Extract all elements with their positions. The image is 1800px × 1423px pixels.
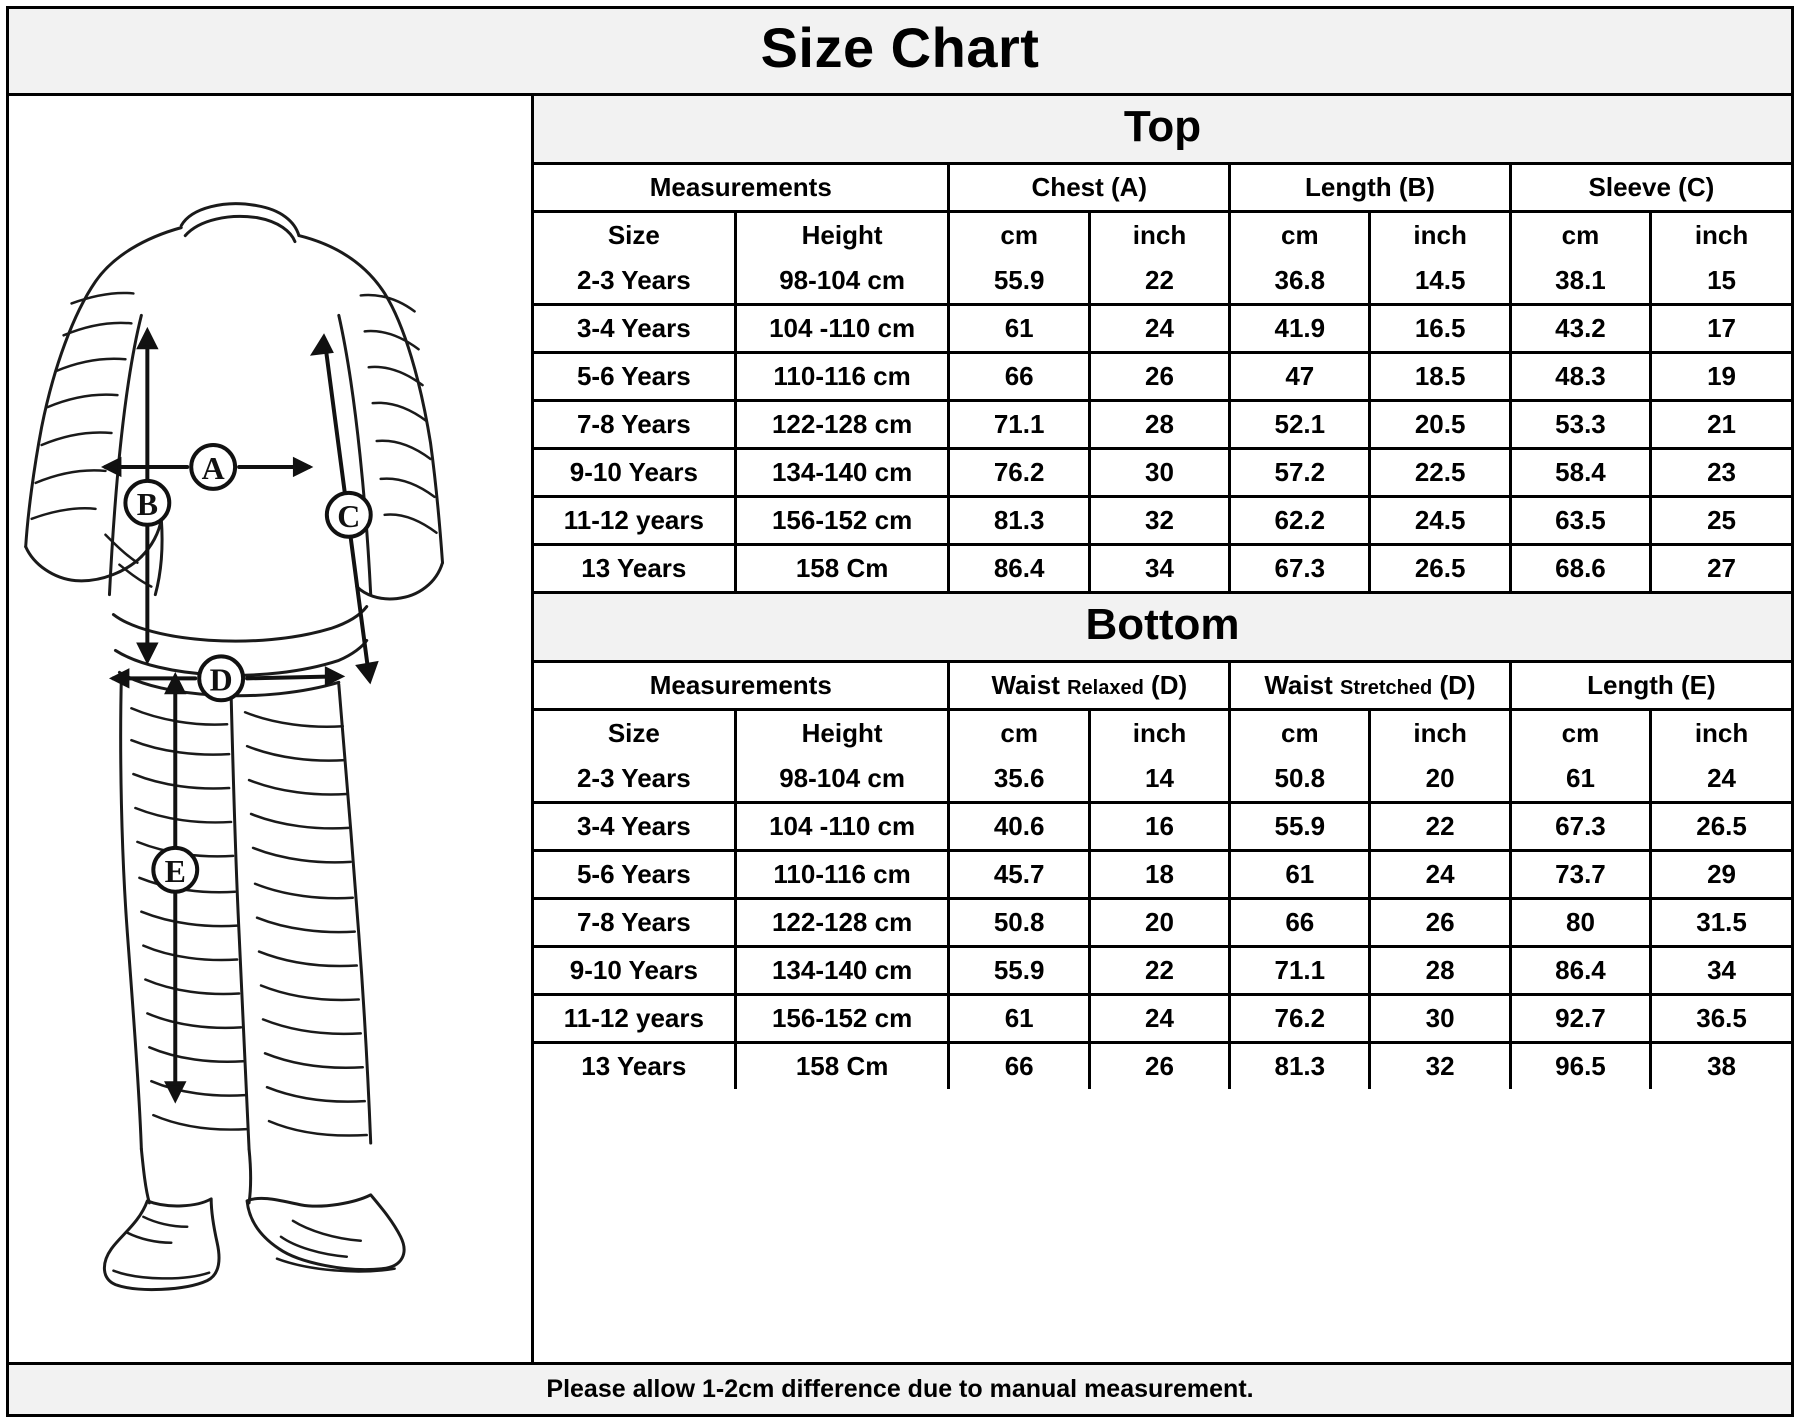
cell-sleeve-cm: 48.3 bbox=[1510, 352, 1650, 400]
cell-length-inch: 26.5 bbox=[1651, 802, 1791, 850]
cell-waist-stretched-inch: 32 bbox=[1370, 1042, 1510, 1089]
cell-waist-stretched-cm: 55.9 bbox=[1230, 802, 1370, 850]
waist-relaxed-qualifier: Relaxed bbox=[1067, 676, 1144, 699]
cell-size: 3-4 Years bbox=[534, 304, 735, 352]
cell-waist-relaxed-inch: 16 bbox=[1089, 802, 1229, 850]
cell-length-inch: 14.5 bbox=[1370, 258, 1510, 305]
bottom-subheader-waist-relaxed-cm: cm bbox=[949, 709, 1089, 756]
table-row bbox=[534, 1042, 1791, 1089]
top-header-chest: Chest (A) bbox=[949, 165, 1230, 212]
cell-sleeve-inch: 19 bbox=[1651, 352, 1791, 400]
cell-chest-cm: 86.4 bbox=[949, 544, 1089, 591]
table-row bbox=[534, 304, 1791, 352]
cell-chest-inch: 28 bbox=[1089, 400, 1229, 448]
cell-height: 98-104 cm bbox=[735, 258, 949, 305]
cell-waist-relaxed-inch: 24 bbox=[1089, 994, 1229, 1042]
cell-waist-relaxed-inch: 22 bbox=[1089, 946, 1229, 994]
footer-note-bar bbox=[9, 1362, 1791, 1414]
cell-waist-relaxed-cm: 61 bbox=[949, 994, 1089, 1042]
bottom-subheader-height: Height bbox=[735, 709, 949, 756]
bottom-header-waist-relaxed bbox=[949, 663, 1230, 710]
cell-waist-relaxed-cm: 66 bbox=[949, 1042, 1089, 1089]
page-title-bar bbox=[9, 9, 1791, 96]
table-row bbox=[534, 258, 1791, 305]
bottom-header-waist-stretched bbox=[1230, 663, 1511, 710]
cell-length-inch: 29 bbox=[1651, 850, 1791, 898]
cell-waist-relaxed-cm: 35.6 bbox=[949, 756, 1089, 803]
section-heading-top: Top bbox=[534, 96, 1791, 165]
bottom-sub-header-row bbox=[534, 709, 1791, 756]
cell-waist-relaxed-cm: 50.8 bbox=[949, 898, 1089, 946]
table-row bbox=[534, 448, 1791, 496]
cell-length-inch: 31.5 bbox=[1651, 898, 1791, 946]
cell-waist-stretched-inch: 26 bbox=[1370, 898, 1510, 946]
cell-sleeve-cm: 63.5 bbox=[1510, 496, 1650, 544]
table-row bbox=[534, 756, 1791, 803]
bottom-subheader-length-cm: cm bbox=[1510, 709, 1650, 756]
top-subheader-chest-cm: cm bbox=[949, 211, 1089, 258]
garment-illustration bbox=[9, 96, 534, 1362]
cell-length-inch: 38 bbox=[1651, 1042, 1791, 1089]
cell-sleeve-inch: 15 bbox=[1651, 258, 1791, 305]
top-group-header-row bbox=[534, 165, 1791, 212]
cell-size: 13 Years bbox=[534, 1042, 735, 1089]
top-subheader-sleeve-inch: inch bbox=[1651, 211, 1791, 258]
cell-height: 104 -110 cm bbox=[735, 802, 949, 850]
waist-relaxed-main: Waist bbox=[991, 669, 1060, 700]
cell-waist-stretched-cm: 71.1 bbox=[1230, 946, 1370, 994]
cell-sleeve-cm: 38.1 bbox=[1510, 258, 1650, 305]
cell-size: 11-12 years bbox=[534, 994, 735, 1042]
cell-waist-stretched-cm: 50.8 bbox=[1230, 756, 1370, 803]
table-row bbox=[534, 802, 1791, 850]
cell-height: 156-152 cm bbox=[735, 994, 949, 1042]
cell-waist-stretched-cm: 76.2 bbox=[1230, 994, 1370, 1042]
cell-waist-relaxed-cm: 40.6 bbox=[949, 802, 1089, 850]
cell-chest-cm: 71.1 bbox=[949, 400, 1089, 448]
cell-waist-relaxed-inch: 18 bbox=[1089, 850, 1229, 898]
bottom-subheader-waist-stretched-inch: inch bbox=[1370, 709, 1510, 756]
waist-stretched-qualifier: Stretched bbox=[1339, 676, 1433, 699]
cell-length-inch: 24.5 bbox=[1370, 496, 1510, 544]
waist-stretched-tag: (D) bbox=[1439, 669, 1476, 700]
label-e-text: E bbox=[164, 853, 186, 889]
top-subheader-length-inch: inch bbox=[1370, 211, 1510, 258]
bottom-subheader-waist-relaxed-inch: inch bbox=[1089, 709, 1229, 756]
cell-length-inch: 20.5 bbox=[1370, 400, 1510, 448]
cell-chest-inch: 34 bbox=[1089, 544, 1229, 591]
cell-chest-cm: 61 bbox=[949, 304, 1089, 352]
bottom-subheader-waist-stretched-cm: cm bbox=[1230, 709, 1370, 756]
top-subheader-sleeve-cm: cm bbox=[1510, 211, 1650, 258]
cell-length-inch: 24 bbox=[1651, 756, 1791, 803]
cell-length-cm: 36.8 bbox=[1230, 258, 1370, 305]
cell-length-cm: 67.3 bbox=[1230, 544, 1370, 591]
cell-sleeve-inch: 25 bbox=[1651, 496, 1791, 544]
cell-waist-stretched-cm: 66 bbox=[1230, 898, 1370, 946]
cell-sleeve-cm: 58.4 bbox=[1510, 448, 1650, 496]
cell-waist-stretched-cm: 61 bbox=[1230, 850, 1370, 898]
table-row bbox=[534, 946, 1791, 994]
cell-height: 98-104 cm bbox=[735, 756, 949, 803]
top-subheader-chest-inch: inch bbox=[1089, 211, 1229, 258]
cell-waist-stretched-inch: 30 bbox=[1370, 994, 1510, 1042]
cell-size: 9-10 Years bbox=[534, 448, 735, 496]
measurement-tables bbox=[534, 96, 1791, 1362]
cell-sleeve-cm: 68.6 bbox=[1510, 544, 1650, 591]
figure-drawing-icon bbox=[9, 96, 531, 1362]
cell-size: 7-8 Years bbox=[534, 400, 735, 448]
cell-waist-relaxed-inch: 14 bbox=[1089, 756, 1229, 803]
cell-size: 7-8 Years bbox=[534, 898, 735, 946]
label-b-text: B bbox=[136, 486, 158, 522]
bottom-size-table bbox=[534, 663, 1791, 1089]
cell-size: 5-6 Years bbox=[534, 352, 735, 400]
cell-length-inch: 34 bbox=[1651, 946, 1791, 994]
cell-length-inch: 36.5 bbox=[1651, 994, 1791, 1042]
cell-sleeve-inch: 21 bbox=[1651, 400, 1791, 448]
cell-chest-inch: 30 bbox=[1089, 448, 1229, 496]
top-header-measurements: Measurements bbox=[534, 165, 949, 212]
bottom-subheader-length-inch: inch bbox=[1651, 709, 1791, 756]
page-title: Size Chart bbox=[760, 16, 1040, 79]
cell-length-cm: 52.1 bbox=[1230, 400, 1370, 448]
cell-sleeve-inch: 17 bbox=[1651, 304, 1791, 352]
top-table-body bbox=[534, 258, 1791, 591]
cell-sleeve-cm: 43.2 bbox=[1510, 304, 1650, 352]
cell-length-cm: 86.4 bbox=[1510, 946, 1650, 994]
cell-chest-inch: 26 bbox=[1089, 352, 1229, 400]
cell-waist-relaxed-inch: 26 bbox=[1089, 1042, 1229, 1089]
waist-stretched-main: Waist bbox=[1264, 669, 1333, 700]
cell-chest-cm: 55.9 bbox=[949, 258, 1089, 305]
label-a-text: A bbox=[201, 450, 225, 486]
cell-length-inch: 16.5 bbox=[1370, 304, 1510, 352]
cell-length-cm: 41.9 bbox=[1230, 304, 1370, 352]
cell-size: 11-12 years bbox=[534, 496, 735, 544]
table-row bbox=[534, 898, 1791, 946]
top-subheader-length-cm: cm bbox=[1230, 211, 1370, 258]
cell-height: 110-116 cm bbox=[735, 850, 949, 898]
top-subheader-size: Size bbox=[534, 211, 735, 258]
label-c-text: C bbox=[337, 498, 361, 534]
cell-length-cm: 92.7 bbox=[1510, 994, 1650, 1042]
cell-waist-stretched-inch: 20 bbox=[1370, 756, 1510, 803]
cell-length-cm: 57.2 bbox=[1230, 448, 1370, 496]
cell-length-cm: 96.5 bbox=[1510, 1042, 1650, 1089]
bottom-table-body bbox=[534, 756, 1791, 1089]
cell-waist-stretched-cm: 81.3 bbox=[1230, 1042, 1370, 1089]
cell-waist-relaxed-cm: 45.7 bbox=[949, 850, 1089, 898]
bottom-group-header-row bbox=[534, 663, 1791, 710]
cell-chest-cm: 81.3 bbox=[949, 496, 1089, 544]
chart-frame bbox=[6, 6, 1794, 1417]
cell-sleeve-inch: 23 bbox=[1651, 448, 1791, 496]
cell-length-cm: 62.2 bbox=[1230, 496, 1370, 544]
cell-chest-cm: 76.2 bbox=[949, 448, 1089, 496]
cell-size: 9-10 Years bbox=[534, 946, 735, 994]
cell-length-inch: 18.5 bbox=[1370, 352, 1510, 400]
cell-length-cm: 67.3 bbox=[1510, 802, 1650, 850]
bottom-subheader-size: Size bbox=[534, 709, 735, 756]
top-header-sleeve: Sleeve (C) bbox=[1510, 165, 1791, 212]
cell-size: 2-3 Years bbox=[534, 756, 735, 803]
cell-sleeve-inch: 27 bbox=[1651, 544, 1791, 591]
cell-height: 158 Cm bbox=[735, 1042, 949, 1089]
table-row bbox=[534, 544, 1791, 591]
top-subheader-height: Height bbox=[735, 211, 949, 258]
table-row bbox=[534, 496, 1791, 544]
waist-relaxed-tag: (D) bbox=[1151, 669, 1188, 700]
cell-waist-stretched-inch: 28 bbox=[1370, 946, 1510, 994]
cell-size: 5-6 Years bbox=[534, 850, 735, 898]
cell-size: 2-3 Years bbox=[534, 258, 735, 305]
cell-waist-stretched-inch: 24 bbox=[1370, 850, 1510, 898]
cell-sleeve-cm: 53.3 bbox=[1510, 400, 1650, 448]
table-row bbox=[534, 994, 1791, 1042]
cell-height: 104 -110 cm bbox=[735, 304, 949, 352]
cell-chest-inch: 32 bbox=[1089, 496, 1229, 544]
chart-body bbox=[9, 96, 1791, 1362]
table-row bbox=[534, 400, 1791, 448]
cell-length-cm: 73.7 bbox=[1510, 850, 1650, 898]
top-sub-header-row bbox=[534, 211, 1791, 258]
cell-size: 13 Years bbox=[534, 544, 735, 591]
cell-length-inch: 26.5 bbox=[1370, 544, 1510, 591]
cell-length-cm: 61 bbox=[1510, 756, 1650, 803]
cell-waist-relaxed-cm: 55.9 bbox=[949, 946, 1089, 994]
cell-height: 134-140 cm bbox=[735, 946, 949, 994]
section-heading-bottom: Bottom bbox=[534, 591, 1791, 663]
top-header-length: Length (B) bbox=[1230, 165, 1511, 212]
footer-note: Please allow 1-2cm difference due to manual measurement. bbox=[546, 1375, 1254, 1403]
cell-height: 158 Cm bbox=[735, 544, 949, 591]
top-size-table bbox=[534, 165, 1791, 591]
cell-size: 3-4 Years bbox=[534, 802, 735, 850]
cell-waist-stretched-inch: 22 bbox=[1370, 802, 1510, 850]
cell-chest-cm: 66 bbox=[949, 352, 1089, 400]
cell-waist-relaxed-inch: 20 bbox=[1089, 898, 1229, 946]
cell-height: 110-116 cm bbox=[735, 352, 949, 400]
bottom-header-measurements: Measurements bbox=[534, 663, 949, 710]
cell-chest-inch: 22 bbox=[1089, 258, 1229, 305]
cell-chest-inch: 24 bbox=[1089, 304, 1229, 352]
cell-length-inch: 22.5 bbox=[1370, 448, 1510, 496]
table-row bbox=[534, 352, 1791, 400]
table-row bbox=[534, 850, 1791, 898]
cell-height: 122-128 cm bbox=[735, 898, 949, 946]
cell-height: 156-152 cm bbox=[735, 496, 949, 544]
label-d-text: D bbox=[209, 661, 233, 697]
cell-height: 134-140 cm bbox=[735, 448, 949, 496]
cell-height: 122-128 cm bbox=[735, 400, 949, 448]
bottom-header-length: Length (E) bbox=[1510, 663, 1791, 710]
cell-length-cm: 80 bbox=[1510, 898, 1650, 946]
cell-length-cm: 47 bbox=[1230, 352, 1370, 400]
